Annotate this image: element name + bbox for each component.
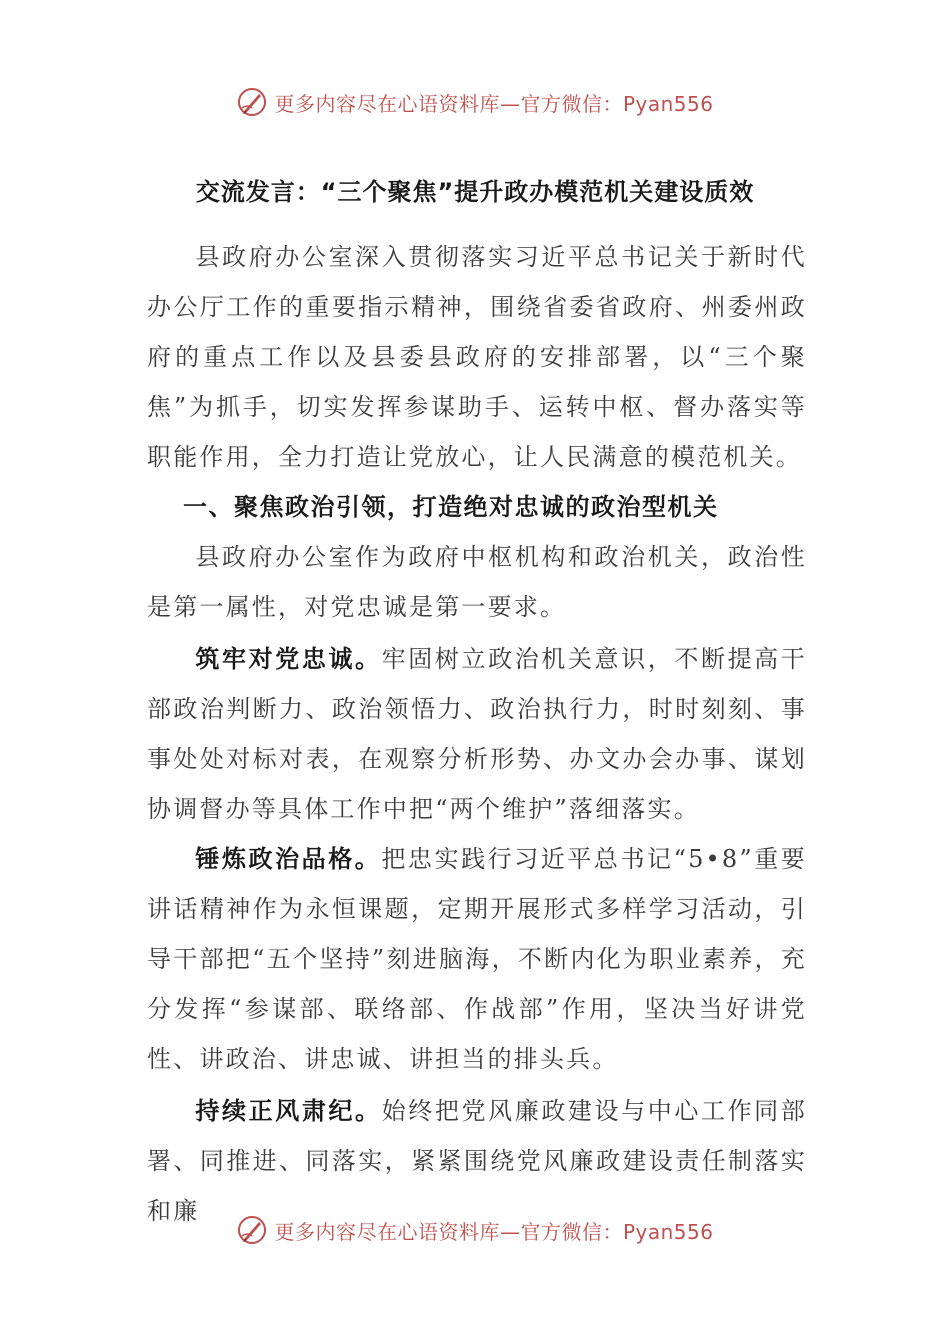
section-1-body — [147, 532, 807, 632]
item-loyalty-paragraph — [147, 634, 807, 834]
watermark-header — [0, 82, 950, 122]
item-loyalty-lead: 筑牢对党忠诚。 — [195, 645, 382, 673]
item-discipline-text: 始终把党风廉政建设与中心工作同部署、同推进、同落实，紧紧围绕党风廉政建设责任制落实和廉 — [147, 1097, 807, 1225]
watermark-footer — [0, 1210, 950, 1250]
quill-pen-logo-icon — [236, 1214, 268, 1246]
section-1-heading-text: 一、聚焦政治引领，打造绝对忠诚的政治型机关 — [183, 493, 719, 521]
intro-text: 县政府办公室深入贯彻落实习近平总书记关于新时代办公厅工作的重要指示精神，围绕省委省政府、州委州政府的重点工作以及县委县政府的安排部署，以“三个聚焦”为抓手，切实发挥参谋助手、运转中枢、督办落实等职能作用，全力打造让党放心，让人民满意的模范机关。 — [147, 243, 807, 471]
item-loyalty-text: 牢固树立政治机关意识，不断提高干部政治判断力、政治领悟力、政治执行力，时时刻刻、事事处处对标对表，在观察分析形势、办文办会办事、谋划协调督办等具体工作中把“两个维护”落细落实。 — [147, 645, 807, 823]
intro-paragraph — [147, 232, 807, 482]
watermark-text: 更多内容尽在心语资料库—官方微信：Pyan556 — [274, 1219, 714, 1244]
item-character-text: 把忠实践行习近平总书记“5•8”重要讲话精神作为永恒课题，定期开展形式多样学习活动，引导干部把“五个坚持”刻进脑海，不断内化为职业素养，充分发挥“参谋部、联络部、作战部”作用，坚决当好讲党性、讲政治、讲忠诚、讲担当的排头兵。 — [147, 845, 807, 1073]
section-1-heading — [147, 482, 827, 532]
section-1-body-text: 县政府办公室作为政府中枢机构和政治机关，政治性是第一属性，对党忠诚是第一要求。 — [147, 543, 807, 621]
quill-pen-logo-icon — [236, 86, 268, 118]
item-character-lead: 锤炼政治品格。 — [195, 845, 382, 873]
watermark-text: 更多内容尽在心语资料库—官方微信：Pyan556 — [274, 91, 714, 116]
document-title: 交流发言：“三个聚焦”提升政办模范机关建设质效 — [195, 178, 755, 206]
item-character-paragraph — [147, 834, 807, 1084]
item-discipline-lead: 持续正风肃纪。 — [195, 1097, 382, 1125]
